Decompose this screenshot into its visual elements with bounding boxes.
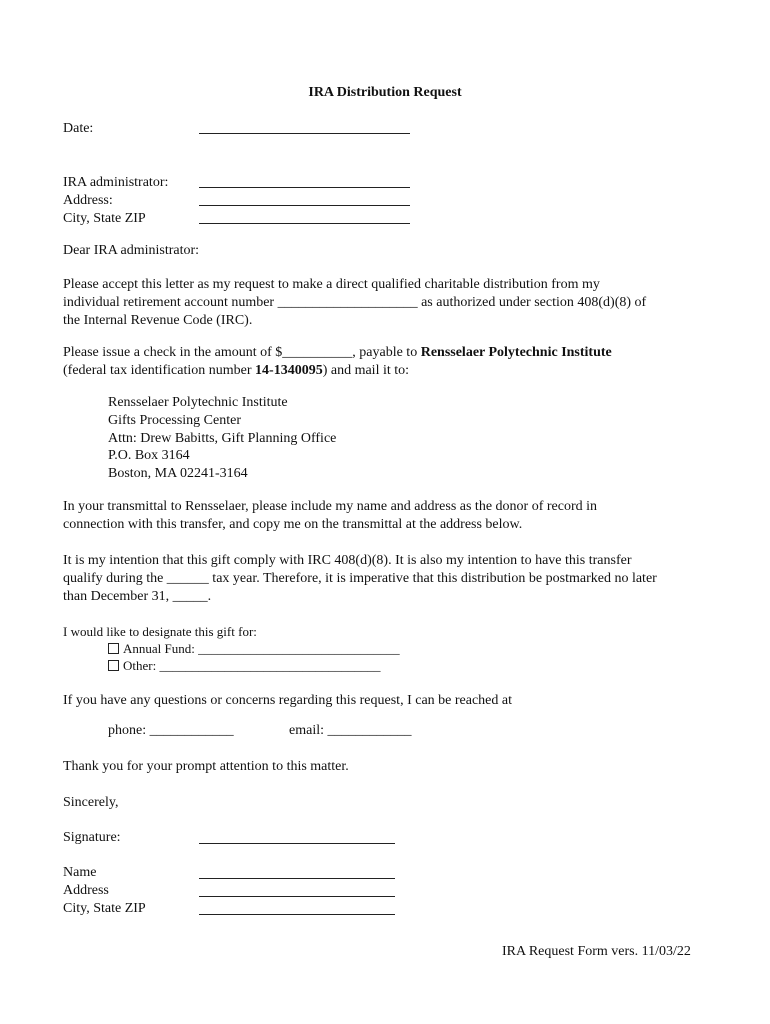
page-title: IRA Distribution Request: [308, 85, 462, 100]
address-field[interactable]: [199, 193, 410, 206]
signature-field[interactable]: [199, 831, 395, 844]
para1-line1: Please accept this letter as my request to make a direct qualified charitable distribution from my: [63, 277, 600, 292]
city-field[interactable]: [199, 211, 410, 224]
email-field[interactable]: email: ____________: [289, 723, 412, 738]
para2-line1: Please issue a check in the amount of $__________, payable to Rensselaer Polytechnic Institute: [63, 345, 612, 360]
donor-city-field[interactable]: [199, 902, 395, 915]
tax-id: 14-1340095: [255, 363, 323, 378]
designate-intro: I would like to designate this gift for:: [63, 624, 257, 639]
mail-address-line2: Gifts Processing Center: [108, 413, 241, 428]
date-field[interactable]: [199, 121, 410, 134]
para1-line3: the Internal Revenue Code (IRC).: [63, 313, 253, 328]
mail-address-line4: P.O. Box 3164: [108, 448, 190, 463]
para3-line2: connection with this transfer, and copy me on the transmittal at the address below.: [63, 517, 523, 532]
mail-address-line3: Attn: Drew Babitts, Gift Planning Office: [108, 431, 337, 446]
mail-address-line1: Rensselaer Polytechnic Institute: [108, 395, 288, 410]
salutation: Dear IRA administrator:: [63, 243, 200, 258]
address-label: Address:: [63, 193, 113, 208]
phone-field[interactable]: phone: ____________: [108, 723, 234, 738]
checkbox-annual-fund[interactable]: [108, 643, 119, 654]
contact-intro: If you have any questions or concerns regarding this request, I can be reached at: [63, 693, 512, 708]
annual-fund-option[interactable]: Annual Fund: _______________________________: [108, 640, 400, 658]
date-label: Date:: [63, 121, 94, 136]
donor-address-field[interactable]: [199, 884, 395, 897]
para4-line2: qualify during the ______ tax year. Therefore, it is imperative that this distribution be postmarked no later: [63, 571, 657, 586]
payee-name: Rensselaer Polytechnic Institute: [420, 345, 612, 360]
admin-field[interactable]: [199, 175, 410, 188]
city-label: City, State ZIP: [63, 211, 146, 226]
checkbox-other[interactable]: [108, 660, 119, 671]
para4-line3: than December 31, _____.: [63, 589, 212, 604]
mail-address-line5: Boston, MA 02241-3164: [108, 466, 248, 481]
donor-address-label: Address: [63, 883, 109, 898]
para2-line2: (federal tax identification number 14-1340095) and mail it to:: [63, 363, 410, 378]
other-option[interactable]: Other: __________________________________: [108, 657, 380, 675]
para3-line1: In your transmittal to Rensselaer, please include my name and address as the donor of record in: [63, 499, 597, 514]
name-label: Name: [63, 865, 97, 880]
name-field[interactable]: [199, 866, 395, 879]
closing: Sincerely,: [63, 795, 119, 810]
signature-label: Signature:: [63, 830, 121, 845]
para4-line1: It is my intention that this gift comply with IRC 408(d)(8). It is also my intention to have this transfer: [63, 553, 632, 568]
thanks-line: Thank you for your prompt attention to this matter.: [63, 759, 349, 774]
admin-label: IRA administrator:: [63, 175, 169, 190]
para1-line2: individual retirement account number ____________________ as authorized under section 408(d)(8) of: [63, 295, 647, 310]
donor-city-label: City, State ZIP: [63, 901, 146, 916]
footer-version: IRA Request Form vers. 11/03/22: [502, 944, 691, 959]
